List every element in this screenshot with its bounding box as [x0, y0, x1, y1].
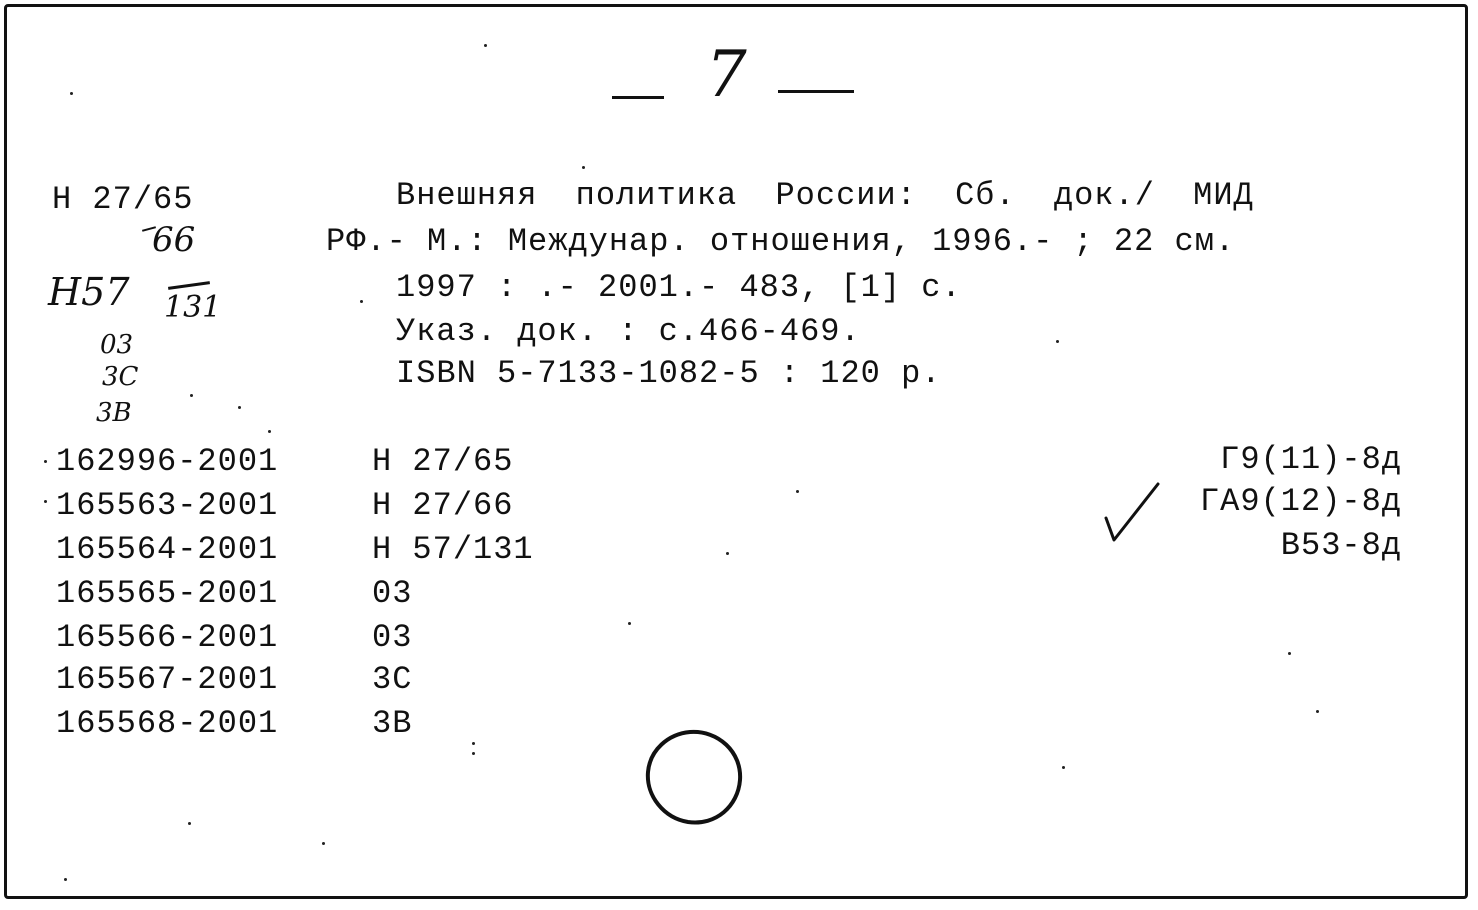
scan-speck — [628, 622, 631, 625]
scan-speck — [238, 406, 241, 409]
scan-speck — [70, 92, 73, 95]
scan-speck — [582, 166, 585, 169]
description-line3: 1997 : .- 2001.- 483, [1] с. — [396, 269, 962, 306]
inventory-number: 165565-2001 — [56, 575, 279, 612]
description-line4: Указ. док. : с.466-469. — [396, 313, 861, 350]
inventory-location: 3В — [372, 705, 413, 742]
scan-speck — [1056, 340, 1059, 343]
page-number: 7 — [706, 38, 747, 112]
hand-mark-line2: 131 — [164, 290, 222, 325]
scan-speck — [1316, 710, 1319, 713]
shelf-mark-line1: Н 27/65 — [52, 181, 194, 218]
inventory-number: 165564-2001 — [56, 531, 279, 568]
description-title-line — [396, 177, 1422, 214]
inventory-number: 165567-2001 — [56, 661, 279, 698]
scan-speck — [44, 460, 47, 463]
description-line2: РФ.- М.: Междунар. отношения, 1996.- ; 22 см. — [326, 223, 1236, 260]
classification-code: Г9(11)-8д — [1220, 441, 1402, 478]
inventory-number: 165568-2001 — [56, 705, 279, 742]
scan-speck — [472, 742, 475, 745]
dash-left — [612, 96, 664, 99]
scan-speck — [188, 822, 191, 825]
punch-hole-icon — [638, 722, 748, 832]
hand-list-item-2: 3С — [102, 362, 139, 392]
dash-right — [778, 90, 854, 93]
inventory-number: 165563-2001 — [56, 487, 279, 524]
inventory-location: 3С — [372, 661, 413, 698]
scan-speck — [726, 552, 729, 555]
classification-code: ГА9(12)-8д — [1199, 483, 1402, 520]
inventory-location: 03 — [372, 575, 413, 612]
hand-mark-line1: Н57 — [48, 270, 130, 314]
description-title-text: Внешняя политика России: Сб. док./ МИД — [396, 177, 1254, 214]
classification-code: В53-8д — [1280, 527, 1402, 564]
hand-list-item-1: 03 — [100, 330, 134, 360]
description-line5: ISBN 5-7133-1082-5 : 120 р. — [396, 355, 942, 392]
hand-list-item-3: 3В — [96, 398, 132, 428]
inventory-location: Н 27/65 — [372, 443, 514, 480]
scan-speck — [484, 44, 487, 47]
inventory-location: Н 57/131 — [372, 531, 534, 568]
scan-speck — [360, 300, 363, 303]
scan-speck — [322, 842, 325, 845]
shelf-mark-line2: 66 — [152, 220, 196, 260]
inventory-number: 162996-2001 — [56, 443, 279, 480]
scan-speck — [472, 752, 475, 755]
check-mark-icon — [1100, 478, 1162, 544]
scan-speck — [1062, 766, 1065, 769]
scan-speck — [1288, 652, 1291, 655]
scan-speck — [796, 490, 799, 493]
inventory-location: Н 27/66 — [372, 487, 514, 524]
scan-speck — [268, 430, 271, 433]
scan-speck — [190, 394, 193, 397]
scan-speck — [44, 500, 47, 503]
scan-speck — [64, 878, 67, 881]
inventory-number: 165566-2001 — [56, 619, 279, 656]
inventory-location: 03 — [372, 619, 413, 656]
